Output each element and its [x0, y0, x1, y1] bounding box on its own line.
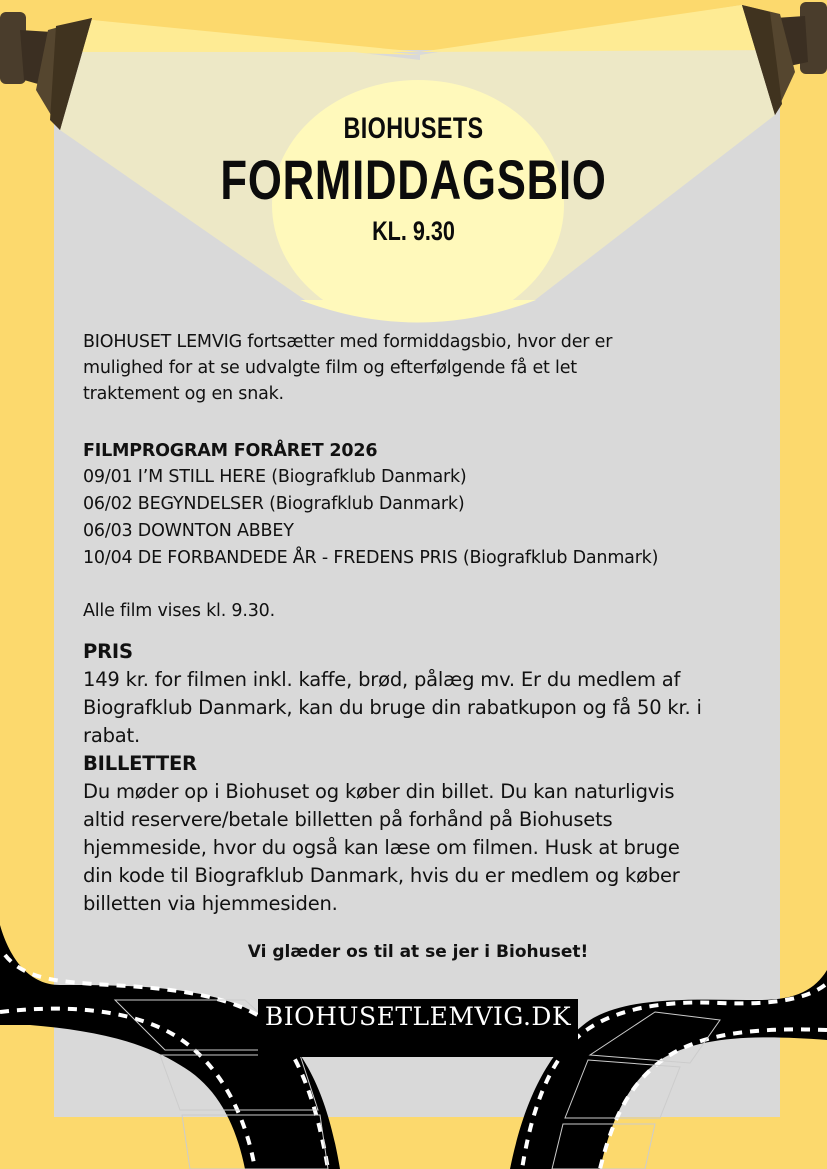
price-and-tickets — [83, 638, 723, 918]
tickets-line: hjemmeside, hvor du også kan læse om filmen. Husk at bruge — [83, 836, 680, 859]
tickets-heading: BILLETTER — [83, 752, 197, 775]
film-item: 09/01 I’M STILL HERE (Biografklub Danmark) — [83, 467, 467, 487]
closing-message: Vi glæder os til at se jer i Biohuset! — [247, 942, 589, 962]
intro-paragraph — [83, 329, 723, 407]
tickets-line: billetten via hjemmesiden. — [83, 892, 338, 915]
price-line: Biografklub Danmark, kan du bruge din rabatkupon og få 50 kr. i — [83, 696, 702, 719]
website-link[interactable]: BIOHUSETLEMVIG.DK — [264, 1002, 572, 1031]
tickets-line: Du møder op i Biohuset og køber din billet. Du kan naturligvis — [83, 780, 675, 803]
film-program — [83, 438, 723, 572]
showtime: KL. 9.30 — [372, 216, 455, 246]
price-line: rabat. — [83, 724, 140, 747]
film-item: 06/02 BEGYNDELSER (Biografklub Danmark) — [83, 494, 465, 514]
tickets-line: altid reservere/betale billetten på forhånd på Biohusets — [83, 808, 613, 831]
page-title: FORMIDDAGSBIO — [220, 148, 607, 211]
intro-line: mulighed for at se udvalgte film og efterfølgende få et let — [83, 358, 577, 378]
title-eyebrow: BIOHUSETS — [343, 112, 484, 145]
price-line: 149 kr. for filmen inkl. kaffe, brød, pålæg mv. Er du medlem af — [83, 668, 681, 691]
intro-line: traktement og en snak. — [83, 384, 284, 404]
intro-line: BIOHUSET LEMVIG fortsætter med formiddagsbio, hvor der er — [83, 332, 613, 352]
program-note — [83, 598, 723, 624]
film-item: 10/04 DE FORBANDEDE ÅR - FREDENS PRIS (Biografklub Danmark) — [83, 548, 659, 568]
program-heading: FILMPROGRAM FORÅRET 2026 — [83, 441, 378, 461]
tickets-line: din kode til Biografklub Danmark, hvis du er medlem og køber — [83, 864, 680, 887]
film-item: 06/03 DOWNTON ABBEY — [83, 521, 294, 541]
program-note-text: Alle film vises kl. 9.30. — [83, 601, 275, 621]
price-heading: PRIS — [83, 640, 133, 663]
